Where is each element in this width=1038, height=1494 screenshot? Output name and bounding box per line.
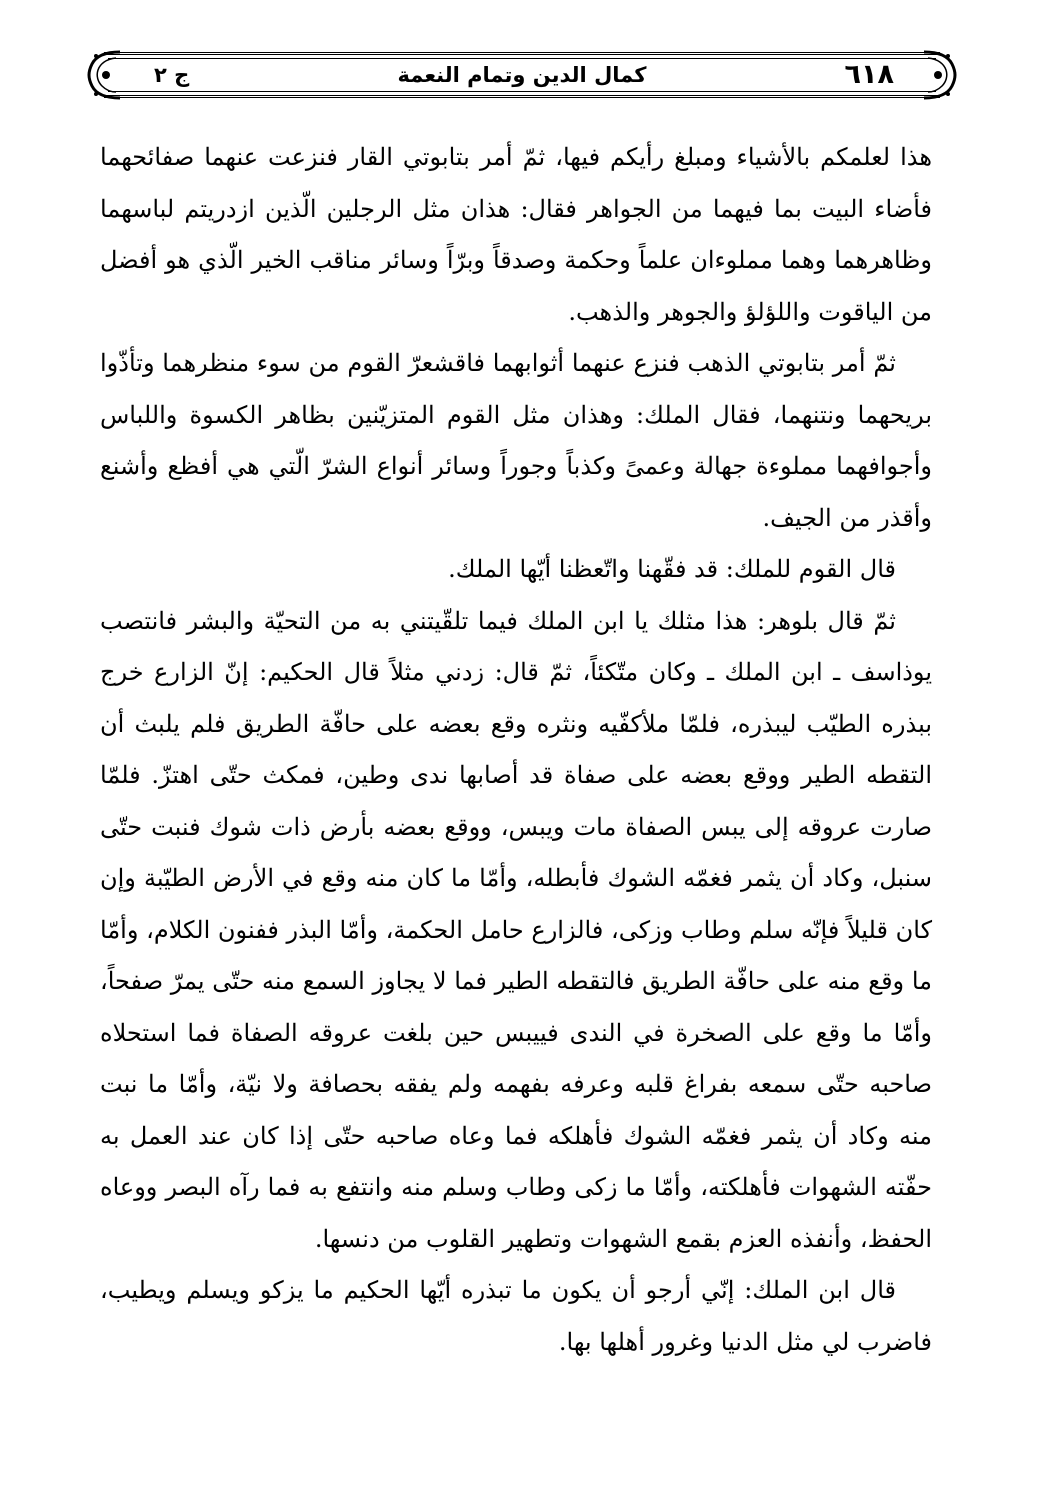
- page-number: ٦١٨: [844, 59, 894, 90]
- paragraph: ثمّ قال بلوهر: هذا مثلك يا ابن الملك فيما تلقّيتني به من التحيّة والبشر فانتصب يوذاسف ـ ابن الملك ـ وكان متّكئاً، ثمّ قال: زدني مثلاً قال الحكيم: إنّ الزارع خرج ببذره الطيّب ليبذره، فلمّا ملأكفّيه ونثره وقع بعضه على حافّة الطريق فلم يلبث أن التقطه الطير ووقع بعضه على صفاة قد أصابها ندى وطين، فمكث حتّى اهتزّ. فلمّا صارت عروقه إلى يبس الصفاة مات ويبس، ووقع بعضه بأرض ذات شوك فنبت حتّى سنبل، وكاد أن يثمر فغمّه الشوك فأبطله، وأمّا ما كان منه وقع في الأرض الطيّبة وإن كان قليلاً فإنّه سلم وطاب وزكى، فالزارع حامل الحكمة، وأمّا البذر ففنون الكلام، وأمّا ما وقع منه على حافّة الطريق فالتقطه الطير فما لا يجاوز السمع منه حتّى يمرّ صفحاً، وأمّا ما وقع على الصخرة في الندى فييبس حين بلغت عروقه الصفاة فما استحلاه صاحبه حتّى سمعه بفراغ قلبه وعرفه بفهمه ولم يفقه بحصافة ولا نيّة، وأمّا ما نبت منه وكاد أن يثمر فغمّه الشوك فأهلكه فما وعاه صاحبه حتّى إذا كان عند العمل به حفّته الشهوات فأهلكته، وأمّا ما زكى وطاب وسلم منه وانتفع به فما رآه البصر ووعاه الحفظ، وأنفذه العزم بقمع الشهوات وتطهير القلوب من دنسها.: [100, 606, 933, 1253]
- paragraph: قال القوم للملك: قد فقّهنا واتّعظنا أيّها الملك.: [448, 555, 896, 583]
- paragraph: هذا لعلمكم بالأشياء ومبلغ رأيكم فيها، ثمّ أمر بتابوتي القار فنزعت عنهما صفائحهما فأضاء البيت بما فيهما من الجواهر فقال: هذان مثل الرجلين الّذين ازدريتم لباسهما وظاهرهما وهما مملوءان علماً وحكمة وصدقاً وبرّاً وسائر مناقب الخير الّذي هو أفضل من الياقوت واللؤلؤ والجوهر والذهب.: [100, 143, 932, 326]
- volume-label: ج ٢: [154, 63, 190, 87]
- paragraph: ثمّ أمر بتابوتي الذهب فنزع عنهما أثوابهما فاقشعرّ القوم من سوء منظرهما وتأذّوا بريحهما ونتنهما، فقال الملك: وهذان مثل القوم المتزيّنين بظاهر الكسوة واللباس وأجوافهما مملوءة جهالة وعمىً وكذباً وجوراً وسائر أنواع الشرّ الّتي هي أفظع وأشنع وأقذر من الجيف.: [100, 349, 932, 532]
- paragraph: قال ابن الملك: إنّي أرجو أن يكون ما تبذره أيّها الحكيم ما يزكو ويسلم ويطيب، فاضرب لي مثل الدنيا وغرور أهلها بها.: [100, 1276, 932, 1356]
- running-title: كمال الدين وتمام النعمة: [397, 63, 647, 87]
- page-header: [82, 46, 962, 104]
- body-text: [100, 132, 932, 1368]
